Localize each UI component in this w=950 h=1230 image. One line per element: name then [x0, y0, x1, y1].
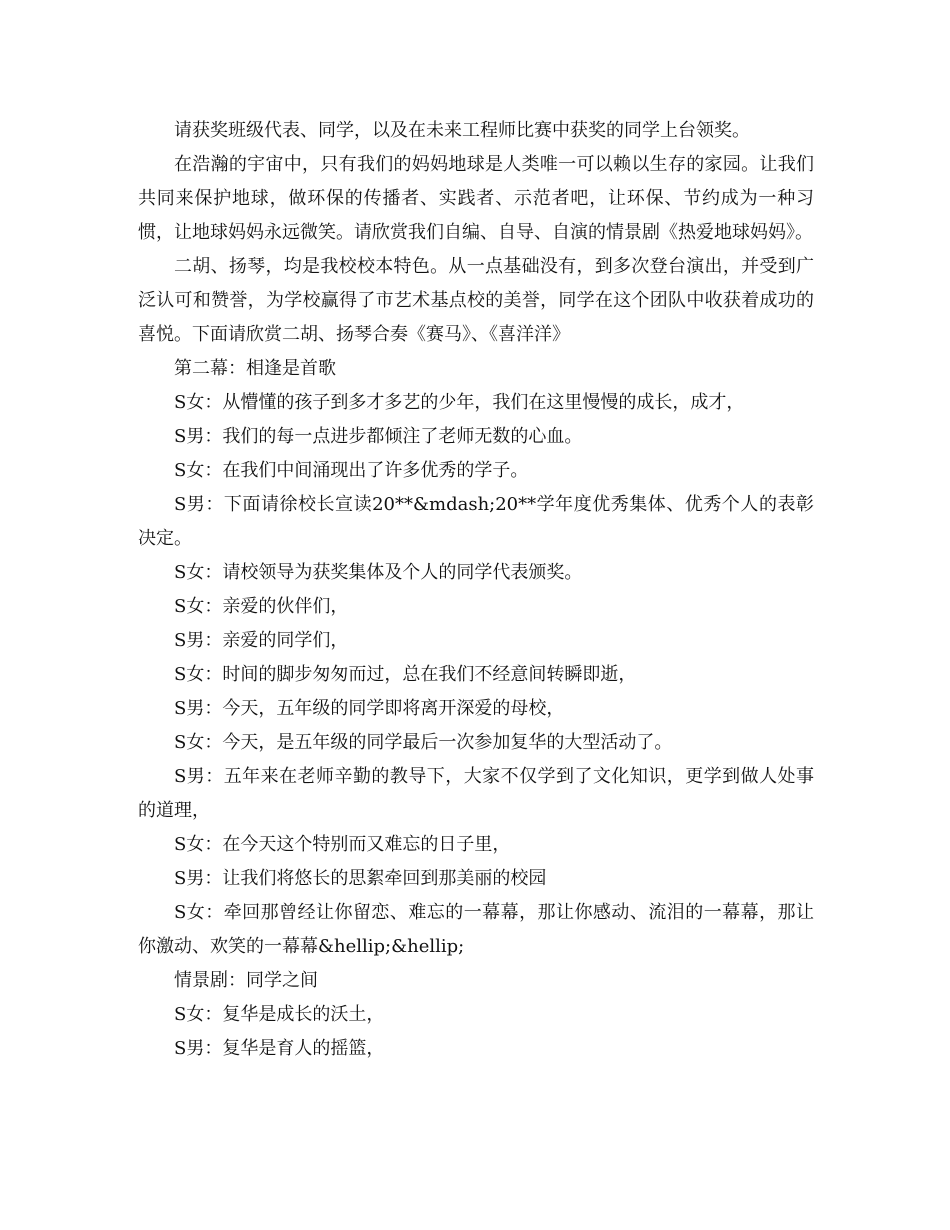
document-page: [138, 114, 814, 1066]
dialogue-line: S男：今天，五年级的同学即将离开深爱的母校，: [174, 698, 565, 719]
dialogue-line: S女：在今天这个特别而又难忘的日子里，: [174, 834, 511, 855]
dialogue-line: S男：五年来在老师辛勤的教导下，大家不仅学到了文化知识，更学到做人处事的道理，: [138, 766, 814, 821]
dialogue-line: S男：亲爱的同学们，: [174, 630, 349, 651]
dialogue-line: S女：请校领导为获奖集体及个人的同学代表颁奖。: [174, 562, 583, 583]
paragraph-earth-skit-intro: 在浩瀚的宇宙中，只有我们的妈妈地球是人类唯一可以赖以生存的家园。让我们共同来保护地球，做环保的传播者、实践者、示范者吧，让环保、节约成为一种习惯，让地球妈妈永远微笑。请欣赏我们自编、自导、自演的情景剧《热爱地球妈妈》。: [138, 154, 814, 243]
dialogue-line: S女：复华是成长的沃土，: [174, 1004, 385, 1025]
dialogue-line: S女：今天，是五年级的同学最后一次参加复华的大型活动了。: [174, 732, 673, 753]
dialogue-line: S女：时间的脚步匆匆而过，总在我们不经意间转瞬即逝，: [174, 664, 637, 685]
paragraph-award-invite: 请获奖班级代表、同学，以及在未来工程师比赛中获奖的同学上台领奖。: [174, 120, 750, 141]
dialogue-line: S男：让我们将悠长的思絮牵回到那美丽的校园: [174, 868, 547, 889]
dialogue-line: S女：牵回那曾经让你留恋、难忘的一幕幕，那让你感动、流泪的一幕幕，那让你激动、欢笑的一幕幕&hellip;&hellip;: [138, 902, 814, 957]
paragraph-skit-title: 情景剧：同学之间: [174, 970, 318, 991]
dialogue-line: S女：亲爱的伙伴们，: [174, 596, 349, 617]
dialogue-line: S女：在我们中间涌现出了许多优秀的学子。: [174, 460, 529, 481]
dialogue-line: S男：复华是育人的摇篮，: [174, 1038, 385, 1059]
dialogue-line: S男：我们的每一点进步都倾注了老师无数的心血。: [174, 426, 583, 447]
paragraph-act-two-title: 第二幕：相逢是首歌: [174, 358, 336, 379]
paragraph-erhu-yangqin-intro: 二胡、扬琴，均是我校校本特色。从一点基础没有，到多次登台演出，并受到广泛认可和赞誉，为学校赢得了市艺术基点校的美誉，同学在这个团队中收获着成功的喜悦。下面请欣赏二胡、扬琴合奏《赛马》、《喜洋洋》: [138, 256, 814, 345]
dialogue-line: S男：下面请徐校长宣读20**&mdash;20**学年度优秀集体、优秀个人的表彰决定。: [138, 494, 814, 549]
dialogue-line: S女：从懵懂的孩子到多才多艺的少年，我们在这里慢慢的成长，成才，: [174, 392, 745, 413]
